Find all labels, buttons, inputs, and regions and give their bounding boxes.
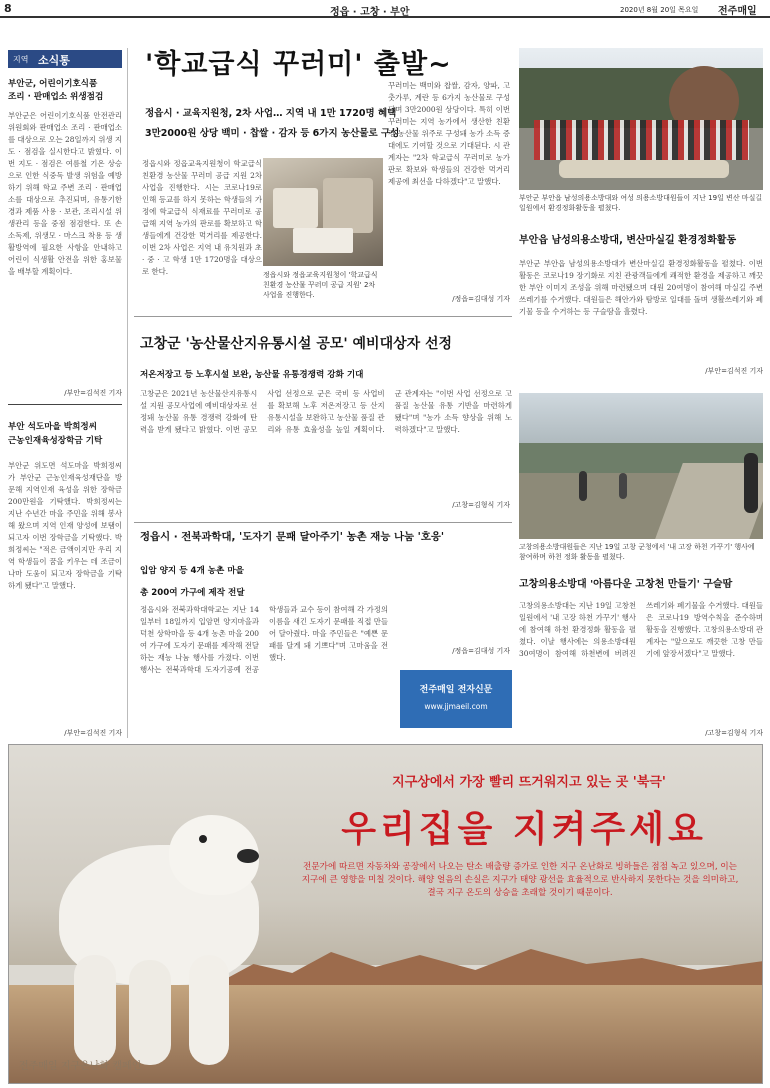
photo-news-headline: 부안읍 남성의용소방대, 변산마실길 환경정화활동 — [519, 235, 737, 246]
epaper-ad-url[interactable]: www.jjmaeil.com — [424, 702, 488, 711]
gochang2-photo-caption: 고창의용소방대원들은 지난 19일 고창 군청에서 '내 고장 하천 가꾸기' 행사에 참여하며 하천 정화 활동을 펼쳤다. — [519, 543, 755, 561]
section-divider-2 — [134, 522, 512, 523]
sidebar-story2-title-line2: 근농인재육성장학금 기탁 — [8, 436, 103, 446]
issue-date: 2020년 8월 20일 목요일 — [620, 6, 699, 14]
gochang-byline: /고창=김형식 기자 — [452, 501, 510, 509]
firefighter-cleanup-photo — [519, 48, 763, 190]
photo-news-caption: 부안군 부안읍 남성의용소방대와 여성 의용소방대원들이 지난 19일 변산 마실길 일원에서 환경정화활동을 펼쳤다. — [519, 194, 763, 212]
sidebar-tag — [8, 50, 122, 68]
lead-photo — [263, 158, 383, 266]
lead-body-right: 꾸러미는 백미와 찹쌀, 감자, 양파, 고춧가루, 계란 등 6가지 농산물로 구성되며 3만2000원 상당이다. 특히 이번 꾸러미는 지역 농가에서 생산한 친환경 농산물 위주로 구성돼 농가 소득 증대에도 기여할 것으로 기대된다. 시 관계자는 "2차 학교급식 꾸러미로 농가 판로 확보와 학생들의 건강한 먹거리 제공에 최선을 다하겠다"고 말했다. — [388, 81, 510, 186]
gochang-subhead: 저온저장고 등 노후시설 보완, 농산물 유통경쟁력 강화 기대 — [140, 370, 364, 380]
sidebar-story2-byline: /부안=김석진 기자 — [64, 729, 122, 737]
sidebar-tag-label: 지역 — [13, 55, 29, 64]
lead-subhead-line1: 정읍시 · 교육지원청, 2차 사업… 지역 내 1만 1720명 혜택 — [145, 108, 397, 119]
climate-banner — [8, 744, 763, 1084]
section-divider — [134, 316, 512, 317]
lead-body-left: 정읍시와 정읍교육지원청이 학교급식 친환경 농산물 꾸러미 공급 지원 2차 사업을 진행한다. 시는 코로나19로 인해 등교를 하지 못하는 학생들의 가정에 학교급식 식재료를 꾸러미로 공급해 지역 농가의 판로를 확보하고 학생들에게 건강한 먹거리를 제공한다. 이번 2차 사업은 지역 내 유치원과 초 · 중 · 고 학생 1만 1720명을 대상으로 한다. — [142, 159, 262, 276]
jeongeup2-byline: /정읍=김대성 기자 — [452, 647, 510, 655]
sidebar-story1-body: 부안군은 어린이기호식품 안전관리 위원회와 판매업소 조리 · 판매업소를 대상으로 오는 28일까지 위생 지도 · 점검을 실시한다고 밝혔다. 이번 지도 · 점검은 여름철 기온 상승으로 인한 식중독 발생 위험을 예방하기 위해 학교 주변 조리 · 판매업소를 대상으로 추진되며, 유통기한 경과 제품 사용 · 보관, 조리시설 위생관리 등을 중점 점검한다. 또 손소독제, 위생모 · 마스크 착용 등 생활방역에 필요한 사항을 안내하고 어린이 식생활 안전을 위한 홍보물을 배부할 계획이다. — [8, 111, 122, 276]
polar-bear — [19, 805, 269, 1075]
gochang-headline: 고창군 '농산물산지유통시설 공모' 예비대상자 선정 — [140, 336, 453, 352]
lead-subhead-line2: 3만2000원 상당 백미 · 찹쌀 · 감자 등 6가지 농산물로 구성 — [145, 128, 400, 139]
photo-news-body: 부안군 부안읍 남성의용소방대가 변산마실길 환경정화활동을 펼쳤다. 이번 활동은 코로나19 장기화로 지친 관광객들에게 쾌적한 환경을 제공하고 깨끗한 부안 이미지 조성을 위해 마련됐으며 대원 20여명이 참여해 마실길 주변 쓰레기를 수거했다. 대원들은 해안가와 탐방로 일대를 돌며 생활쓰레기와 폐기물 등을 수거하는 등 구슬땀을 흘렸다. — [519, 259, 763, 316]
jeongeup2-subhead — [140, 560, 260, 604]
section-title: 정읍 · 고창 · 부안 — [330, 7, 410, 18]
gochang-body: 고창군은 2021년 농산물산지유통시설 지원 공모사업에 예비대상자로 선정돼 농산물 유통 경쟁력 강화에 탄력을 받게 됐다고 밝혔다. 이번 공모사업 선정으로 군은 국비 등 사업비를 확보해 노후 저온저장고 등 산지유통시설을 보완하고 농산물 품질 관리와 유통 효율성을 높일 계획이다. 군 관계자는 "이번 사업 선정으로 고품질 농산물 유통 기반을 마련하게 됐다"며 "농가 소득 향상을 위해 노력하겠다"고 말했다. — [140, 389, 512, 434]
sidebar-divider — [8, 404, 122, 405]
page-header — [0, 0, 770, 18]
paper-name: 전주매일 — [718, 6, 757, 17]
sidebar-story2-body: 부안군 위도면 석도마을 박희정씨가 부안군 근농인재육성재단을 방문해 지역인재 육성을 위한 장학금 200만원을 기탁했다. 박희정씨는 지난 수년간 마을 주민을 위해 봉사해 왔으며 지역 인재 양성에 보탬이 되고자 이번 장학금을 기탁했다. 박희정씨는 "적은 금액이지만 우리 지역 학생들이 꿈을 키우는 데 조금이나마 도움이 되고자 장학금을 기탁하게 됐다"고 말했다. — [8, 461, 122, 590]
banner-headline: 우리집을 지켜주세요 — [341, 809, 707, 850]
lead-headline: '학교급식 꾸러미' 출발~ — [145, 49, 452, 80]
epaper-ad[interactable] — [400, 670, 512, 728]
gochang2-body: 고창의용소방대는 지난 19일 고창천 일원에서 '내 고장 하천 가꾸기' 행사에 참여해 하천 환경정화 활동을 펼쳤다. 이날 행사에는 의용소방대원 30여명이 참여해 하천변에 버려진 쓰레기와 폐기물을 수거했다. 대원들은 코로나19 방역수칙을 준수하며 활동을 진행했다. 고창의용소방대 관계자는 "앞으로도 깨끗한 고창 만들기에 앞장서겠다"고 말했다. — [519, 601, 763, 658]
photo-news-byline: /부안=김석진 기자 — [705, 367, 763, 375]
jeongeup2-subhead-line1: 입암 양지 등 4개 농촌 마을 — [140, 566, 244, 576]
banner-body: 전문가에 따르면 자동차와 공장에서 나오는 탄소 배출량 증가로 인한 지구 온난화로 빙하들은 점점 녹고 있으며, 이는 지구에 큰 영향을 미칠 것이다. 해양 얼음의 손실은 지구가 태양 광선을 효율적으로 반사하지 못한다는 것을 의미하고, 결국 지구 온도의 상승을 초래할 것이기 때문이다. — [301, 862, 739, 898]
sidebar-story2-title-line1: 부안 석도마을 박희정씨 — [8, 422, 97, 432]
lead-byline: /정읍=김대성 기자 — [452, 295, 510, 303]
jeongeup2-body-cont — [388, 560, 510, 640]
epaper-ad-title: 전주매일 전자신문 — [419, 685, 493, 695]
sidebar-story1-title-line2: 조리 · 판매업소 위생점검 — [8, 92, 104, 102]
sidebar-story1-byline: /부안=김석진 기자 — [64, 389, 122, 397]
banner-footer: 전주매일 지구온난화 캠페인 — [19, 1061, 142, 1072]
river-cleanup-photo — [519, 393, 763, 539]
page-number: 8 — [4, 2, 12, 15]
column-rule — [127, 48, 128, 738]
sidebar-tag-title: 소식통 — [38, 54, 70, 67]
banner-tagline: 지구상에서 가장 빨리 뜨거워지고 있는 곳 '북극' — [392, 775, 666, 790]
jeongeup2-headline: 정읍시 · 전북과학대, '도자기 문패 달아주기' 농촌 재능 나눔 '호응' — [140, 531, 445, 543]
gochang2-byline: /고창=김형식 기자 — [705, 729, 763, 737]
sidebar-story1-headline — [8, 78, 122, 104]
jeongeup2-body: 정읍시와 전북과학대학교는 지난 14일부터 18일까지 입암면 양지마을과 덕천 상학마을 등 4개 농촌 마을 200여 가구에 도자기 문패를 제작해 전달하는 재능 나눔 행사를 가졌다. 이번 행사는 전북과학대 도자기공예 전공 학생들과 교수 등이 참여해 각 가정의 이름을 새긴 도자기 문패를 직접 만들어 달아줬다. 마을 주민들은 "예쁜 문패를 달게 돼 기쁘다"며 고마움을 전했다. — [140, 605, 388, 674]
lead-photo-caption: 정읍시와 정읍교육지원청이 '학교급식 친환경 농산물 꾸러미 공급 지원' 2차 사업을 진행한다. — [263, 271, 378, 299]
jeongeup2-subhead-line2: 총 200여 가구에 제작 전달 — [140, 588, 245, 598]
gochang2-headline: 고창의용소방대 '아름다운 고창천 만들기' 구슬땀 — [519, 579, 733, 590]
sidebar-story1-title-line1: 부안군, 어린이기호식품 — [8, 79, 98, 89]
sidebar-story2-headline — [8, 420, 122, 448]
